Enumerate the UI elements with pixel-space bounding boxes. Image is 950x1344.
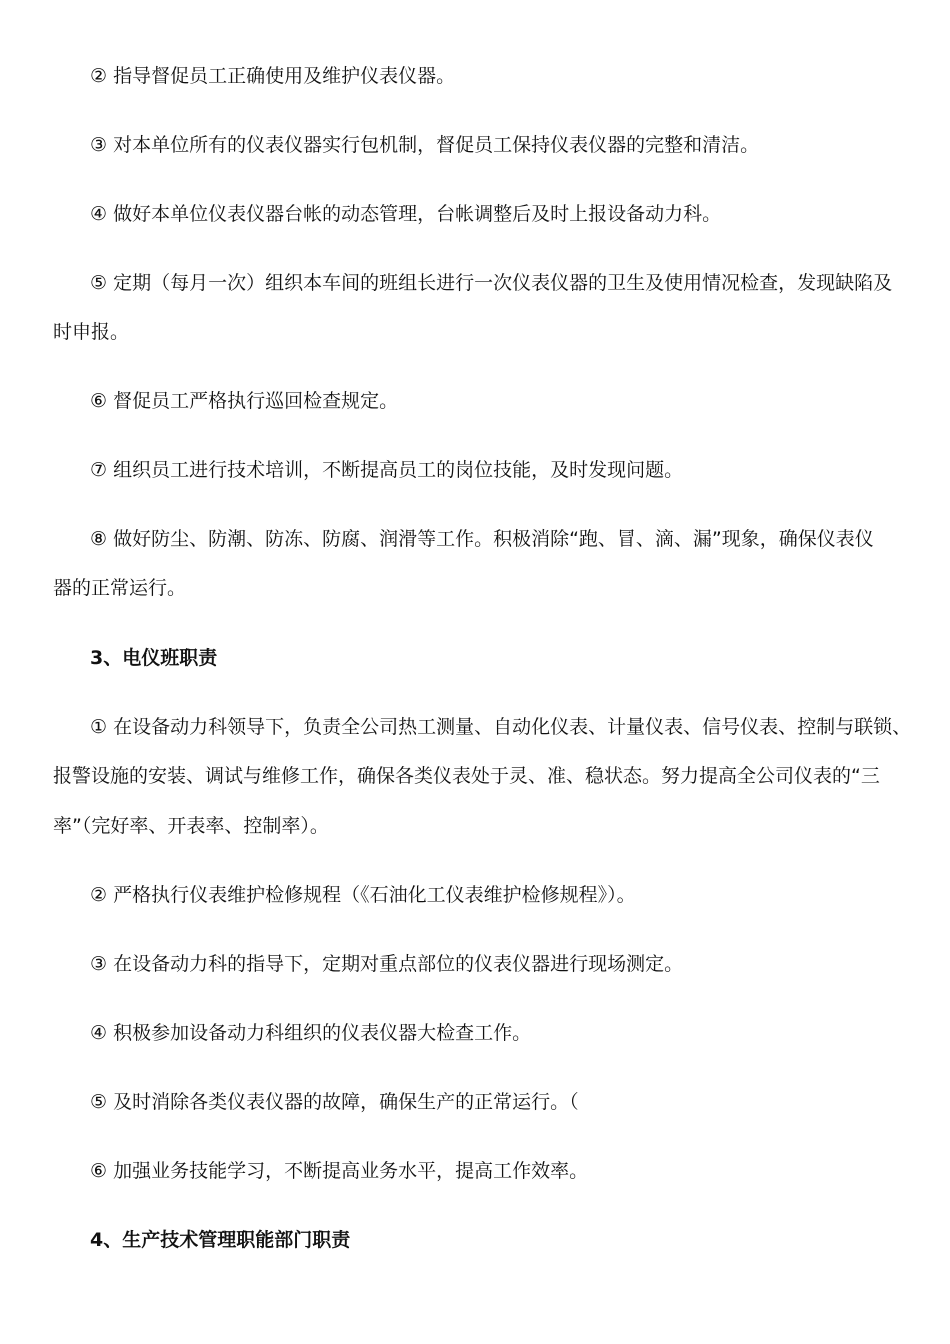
section-3-item-3: ③ 在设备动力科的指导下，定期对重点部位的仪表仪器进行现场测定。 xyxy=(90,953,684,975)
paragraph-item-8-line-2: 器的正常运行。 xyxy=(53,577,187,599)
section-3-item-1-line-3: 率”（完好率、开表率、控制率）。 xyxy=(53,815,329,837)
paragraph-item-4: ④ 做好本单位仪表仪器台帐的动态管理，台帐调整后及时上报设备动力科。 xyxy=(90,203,722,225)
section-4-heading: 4、生产技术管理职能部门职责 xyxy=(90,1229,351,1251)
section-3-item-1-line-2: 报警设施的安装、调试与维修工作，确保各类仪表处于灵、准、稳状态。努力提高全公司仪表的“三 xyxy=(53,765,880,787)
paragraph-item-7: ⑦ 组织员工进行技术培训，不断提高员工的岗位技能，及时发现问题。 xyxy=(90,459,684,481)
paragraph-item-5-line-1: ⑤ 定期（每月一次）组织本车间的班组长进行一次仪表仪器的卫生及使用情况检查，发现缺陷及 xyxy=(90,272,893,294)
section-3-item-4: ④ 积极参加设备动力科组织的仪表仪器大检查工作。 xyxy=(90,1022,532,1044)
section-3-item-6: ⑥ 加强业务技能学习，不断提高业务水平，提高工作效率。 xyxy=(90,1160,589,1182)
paragraph-item-3: ③ 对本单位所有的仪表仪器实行包机制，督促员工保持仪表仪器的完整和清洁。 xyxy=(90,134,760,156)
paragraph-item-2: ② 指导督促员工正确使用及维护仪表仪器。 xyxy=(90,65,456,87)
section-3-heading: 3、电仪班职责 xyxy=(90,647,218,669)
section-3-item-5: ⑤ 及时消除各类仪表仪器的故障，确保生产的正常运行。（ xyxy=(90,1091,579,1113)
paragraph-item-5-line-2: 时申报。 xyxy=(53,321,130,343)
paragraph-item-6: ⑥ 督促员工严格执行巡回检查规定。 xyxy=(90,390,399,412)
paragraph-item-8-line-1: ⑧ 做好防尘、防潮、防冻、防腐、润滑等工作。积极消除“跑、冒、滴、漏”现象，确保仪表仪 xyxy=(90,528,874,550)
section-3-item-2: ② 严格执行仪表维护检修规程（《石油化工仪表维护检修规程》）。 xyxy=(90,884,636,906)
section-3-item-1-line-1: ① 在设备动力科领导下，负责全公司热工测量、自动化仪表、计量仪表、信号仪表、控制与联锁、 xyxy=(90,716,912,738)
